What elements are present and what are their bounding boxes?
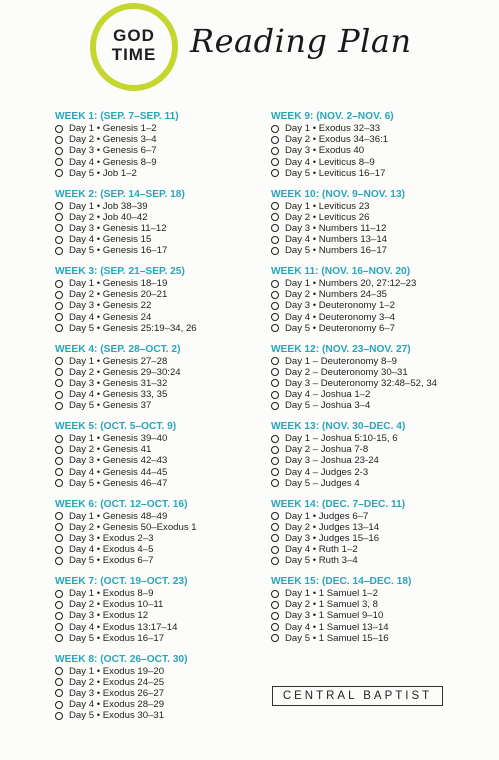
logo-line-god: GOD (113, 26, 155, 45)
reading-day-label: Day 2 • Exodus 24–25 (69, 676, 165, 688)
week-block-4 (55, 343, 260, 421)
checkbox-circle-icon[interactable] (55, 590, 63, 598)
week-title: WEEK 10: (NOV. 9–NOV. 13) (271, 188, 405, 200)
reading-day-item[interactable] (271, 400, 496, 411)
reading-day-label: Day 5 • 1 Samuel 15–16 (285, 632, 389, 644)
reading-day-item[interactable] (55, 289, 260, 300)
week-title: WEEK 14: (DEC. 7–DEC. 11) (271, 498, 406, 510)
checkbox-circle-icon[interactable] (55, 368, 63, 376)
checkbox-circle-icon[interactable] (271, 402, 279, 410)
logo-line-time: TIME (111, 45, 157, 64)
checkbox-circle-icon[interactable] (55, 213, 63, 221)
reading-day-item[interactable] (55, 323, 260, 334)
checkbox-circle-icon[interactable] (271, 391, 279, 399)
reading-day-label: Day 4 • Numbers 13–14 (285, 234, 388, 246)
checkbox-circle-icon[interactable] (55, 523, 63, 531)
checkbox-circle-icon[interactable] (271, 291, 279, 299)
checkbox-circle-icon[interactable] (55, 512, 63, 520)
checkbox-circle-icon[interactable] (55, 147, 63, 155)
checkbox-circle-icon[interactable] (271, 302, 279, 310)
weeks-column-right (271, 110, 496, 653)
week-title: WEEK 1: (SEP. 7–SEP. 11) (55, 111, 179, 122)
week-block-13 (271, 420, 496, 498)
reading-day-item[interactable] (271, 610, 496, 621)
checkbox-circle-icon[interactable] (55, 291, 63, 299)
reading-day-label: Day 3 • 1 Samuel 9–10 (285, 610, 384, 622)
checkbox-circle-icon[interactable] (271, 446, 279, 454)
week-block-15 (271, 575, 496, 653)
reading-day-item[interactable] (271, 622, 496, 633)
checkbox-circle-icon[interactable] (55, 357, 63, 365)
reading-day-label: Day 3 • Exodus 26–27 (69, 687, 165, 699)
week-block-7 (55, 575, 260, 653)
reading-day-item[interactable] (271, 134, 496, 145)
checkbox-circle-icon[interactable] (55, 224, 63, 232)
reading-day-item[interactable] (55, 533, 260, 544)
reading-day-label: Day 2 – Deuteronomy 30–31 (285, 366, 408, 378)
checkbox-circle-icon[interactable] (271, 202, 279, 210)
checkbox-circle-icon[interactable] (55, 236, 63, 244)
reading-day-item[interactable] (271, 323, 496, 334)
reading-day-item[interactable] (271, 289, 496, 300)
week-block-6 (55, 498, 260, 576)
reading-day-item[interactable] (55, 599, 260, 610)
reading-day-label: Day 2 • Genesis 50–Exodus 1 (69, 521, 197, 533)
reading-day-item[interactable] (55, 278, 260, 289)
reading-day-label: Day 1 – Joshua 5:10-15, 6 (285, 433, 398, 444)
reading-day-item[interactable] (271, 300, 496, 311)
reading-day-label: Day 5 • Genesis 37 (69, 400, 152, 412)
checkbox-circle-icon[interactable] (55, 280, 63, 288)
reading-day-item[interactable] (55, 245, 260, 256)
reading-day-label: Day 3 • Genesis 22 (69, 300, 152, 312)
week-block-1 (55, 110, 260, 188)
reading-day-item[interactable] (55, 511, 260, 522)
checkbox-circle-icon[interactable] (271, 457, 279, 465)
reading-day-item[interactable] (55, 522, 260, 533)
checkbox-circle-icon[interactable] (55, 402, 63, 410)
reading-day-item[interactable] (271, 234, 496, 245)
reading-day-item[interactable] (55, 467, 260, 478)
checkbox-circle-icon[interactable] (55, 324, 63, 332)
reading-day-item[interactable] (55, 610, 260, 621)
reading-day-item[interactable] (271, 212, 496, 223)
reading-day-label: Day 1 • Exodus 32–33 (285, 123, 381, 134)
checkbox-circle-icon[interactable] (55, 479, 63, 487)
reading-day-label: Day 4 • Genesis 44–45 (69, 466, 168, 478)
reading-day-item[interactable] (55, 123, 260, 134)
reading-day-label: Day 1 – Deuteronomy 8–9 (285, 355, 397, 367)
week-title: WEEK 13: (NOV. 30–DEC. 4) (271, 421, 406, 432)
reading-day-item[interactable] (271, 555, 496, 566)
checkbox-circle-icon[interactable] (271, 379, 279, 387)
week-title: WEEK 11: (NOV. 16–NOV. 20) (271, 266, 411, 277)
reading-day-item[interactable] (271, 312, 496, 323)
checkbox-circle-icon[interactable] (271, 313, 279, 321)
checkbox-circle-icon[interactable] (55, 391, 63, 399)
checkbox-circle-icon[interactable] (271, 158, 279, 166)
reading-day-item[interactable] (55, 555, 260, 566)
reading-day-item[interactable] (271, 223, 496, 234)
reading-day-item[interactable] (271, 356, 496, 367)
reading-day-label: Day 4 • 1 Samuel 13–14 (285, 621, 389, 633)
reading-day-item[interactable] (271, 511, 496, 522)
week-block-9 (271, 110, 496, 188)
checkbox-circle-icon[interactable] (271, 357, 279, 365)
reading-day-label: Day 4 • Genesis 24 (69, 311, 152, 323)
week-title: WEEK 8: (OCT. 26–OCT. 30) (55, 653, 188, 665)
checkbox-circle-icon[interactable] (55, 457, 63, 465)
reading-day-label: Day 1 • Exodus 19–20 (69, 665, 165, 677)
reading-day-label: Day 1 • Genesis 27–28 (69, 355, 168, 367)
reading-day-item[interactable] (55, 710, 260, 721)
reading-day-label: Day 5 • Job 1–2 (69, 167, 137, 179)
reading-day-item[interactable] (55, 444, 260, 455)
reading-day-label: Day 1 • 1 Samuel 1–2 (285, 588, 378, 599)
checkbox-circle-icon[interactable] (271, 601, 279, 609)
reading-day-item[interactable] (271, 444, 496, 455)
reading-day-label: Day 1 • Genesis 48–49 (69, 510, 168, 522)
checkbox-circle-icon[interactable] (55, 557, 63, 565)
reading-day-label: Day 2 • Genesis 29–30:24 (69, 366, 181, 378)
reading-day-item[interactable] (271, 633, 496, 644)
checkbox-circle-icon[interactable] (55, 712, 63, 720)
reading-day-label: Day 4 • Genesis 15 (69, 234, 152, 246)
reading-day-label: Day 3 • Genesis 42–43 (69, 455, 168, 467)
reading-day-item[interactable] (271, 467, 496, 478)
reading-day-item[interactable] (271, 367, 496, 378)
page-title: Reading Plan (190, 22, 412, 60)
reading-day-item[interactable] (271, 278, 496, 289)
reading-day-item[interactable] (271, 588, 496, 599)
checkbox-circle-icon[interactable] (271, 523, 279, 531)
reading-day-item[interactable] (271, 533, 496, 544)
week-title: WEEK 15: (DEC. 14–DEC. 18) (271, 576, 412, 587)
reading-day-label: Day 3 • Genesis 11–12 (69, 222, 167, 234)
reading-day-label: Day 1 • Job 38–39 (69, 200, 148, 212)
reading-day-item[interactable] (55, 455, 260, 466)
week-title: WEEK 5: (OCT. 5–OCT. 9) (55, 421, 177, 432)
reading-day-label: Day 4 • Ruth 1–2 (285, 544, 358, 556)
reading-day-item[interactable] (55, 544, 260, 555)
checkbox-circle-icon[interactable] (55, 379, 63, 387)
reading-day-label: Day 2 • Exodus 10–11 (69, 599, 164, 611)
checkbox-circle-icon[interactable] (55, 623, 63, 631)
reading-day-item[interactable] (271, 433, 496, 444)
reading-day-label: Day 3 • Numbers 11–12 (285, 222, 387, 234)
reading-day-label: Day 2 • Leviticus 26 (285, 211, 370, 223)
reading-day-label: Day 3 • Genesis 6–7 (69, 145, 157, 157)
checkbox-circle-icon[interactable] (271, 479, 279, 487)
checkbox-circle-icon[interactable] (55, 435, 63, 443)
reading-day-label: Day 4 • Deuteronomy 3–4 (285, 311, 396, 323)
reading-day-label: Day 2 • Exodus 34–36:1 (285, 134, 389, 146)
week-block-10 (271, 188, 496, 266)
checkbox-circle-icon[interactable] (55, 247, 63, 255)
checkbox-circle-icon[interactable] (55, 202, 63, 210)
reading-day-label: Day 5 • Genesis 46–47 (69, 477, 168, 489)
reading-day-item[interactable] (55, 300, 260, 311)
reading-day-label: Day 5 • Genesis 16–17 (69, 245, 168, 257)
checkbox-circle-icon[interactable] (271, 136, 279, 144)
checkbox-circle-icon[interactable] (55, 634, 63, 642)
reading-day-item[interactable] (271, 157, 496, 168)
checkbox-circle-icon[interactable] (271, 468, 279, 476)
checkbox-circle-icon[interactable] (271, 546, 279, 554)
reading-day-item[interactable] (55, 145, 260, 156)
reading-day-label: Day 4 • Exodus 13:17–14 (69, 621, 178, 633)
reading-day-label: Day 2 • Genesis 3–4 (69, 134, 157, 146)
checkbox-circle-icon[interactable] (271, 213, 279, 221)
checkbox-circle-icon[interactable] (271, 634, 279, 642)
reading-day-item[interactable] (271, 455, 496, 466)
checkbox-circle-icon[interactable] (55, 446, 63, 454)
reading-day-label: Day 2 • Numbers 24–35 (285, 289, 388, 301)
checkbox-circle-icon[interactable] (271, 147, 279, 155)
reading-day-label: Day 4 • Genesis 8–9 (69, 156, 157, 168)
reading-day-item[interactable] (55, 168, 260, 179)
checkbox-circle-icon[interactable] (271, 512, 279, 520)
reading-day-item[interactable] (271, 599, 496, 610)
reading-day-label: Day 1 • Numbers 20, 27:12–23 (285, 278, 417, 289)
checkbox-circle-icon[interactable] (55, 689, 63, 697)
checkbox-circle-icon[interactable] (55, 158, 63, 166)
reading-day-label: Day 4 • Genesis 33, 35 (69, 389, 168, 401)
week-block-11 (271, 265, 496, 343)
checkbox-circle-icon[interactable] (271, 435, 279, 443)
reading-day-item[interactable] (271, 245, 496, 256)
reading-day-item[interactable] (271, 544, 496, 555)
checkbox-circle-icon[interactable] (271, 324, 279, 332)
reading-day-item[interactable] (271, 522, 496, 533)
reading-day-item[interactable] (55, 677, 260, 688)
reading-day-label: Day 5 • Deuteronomy 6–7 (285, 322, 396, 334)
reading-day-item[interactable] (271, 145, 496, 156)
reading-day-item[interactable] (271, 123, 496, 134)
reading-day-item[interactable] (271, 389, 496, 400)
week-block-2 (55, 188, 260, 266)
checkbox-circle-icon[interactable] (55, 701, 63, 709)
reading-day-item[interactable] (55, 666, 260, 677)
checkbox-circle-icon[interactable] (55, 302, 63, 310)
reading-day-label: Day 3 • Exodus 40 (285, 145, 365, 157)
week-title: WEEK 6: (OCT. 12–OCT. 16) (55, 498, 188, 510)
reading-day-item[interactable] (55, 201, 260, 212)
reading-day-item[interactable] (55, 234, 260, 245)
checkbox-circle-icon[interactable] (271, 368, 279, 376)
checkbox-circle-icon[interactable] (271, 280, 279, 288)
reading-day-label: Day 1 • Leviticus 23 (285, 200, 370, 212)
week-block-8 (55, 653, 260, 731)
reading-day-label: Day 5 • Exodus 6–7 (69, 555, 154, 567)
week-title: WEEK 9: (NOV. 2–NOV. 6) (271, 111, 394, 122)
checkbox-circle-icon[interactable] (55, 667, 63, 675)
checkbox-circle-icon[interactable] (55, 678, 63, 686)
checkbox-circle-icon[interactable] (55, 546, 63, 554)
reading-day-label: Day 1 • Genesis 1–2 (69, 123, 157, 134)
reading-day-label: Day 3 – Joshua 23-24 (285, 455, 379, 467)
reading-day-label: Day 1 • Judges 6–7 (285, 510, 369, 522)
reading-day-item[interactable] (55, 134, 260, 145)
reading-day-label: Day 2 • Job 40–42 (69, 211, 148, 223)
checkbox-circle-icon[interactable] (55, 601, 63, 609)
checkbox-circle-icon[interactable] (271, 557, 279, 565)
reading-day-label: Day 4 – Judges 2-3 (285, 466, 369, 478)
reading-day-item[interactable] (55, 312, 260, 323)
reading-day-label: Day 4 • Leviticus 8–9 (285, 156, 375, 168)
reading-day-label: Day 5 • Exodus 16–17 (69, 632, 165, 644)
week-title: WEEK 7: (OCT. 19–OCT. 23) (55, 576, 188, 587)
reading-day-item[interactable] (55, 633, 260, 644)
reading-day-label: Day 5 • Numbers 16–17 (285, 245, 388, 257)
reading-day-label: Day 2 • Genesis 20–21 (69, 289, 168, 301)
checkbox-circle-icon[interactable] (55, 125, 63, 133)
checkbox-circle-icon[interactable] (55, 169, 63, 177)
weeks-column-left (55, 110, 260, 730)
reading-day-label: Day 1 • Exodus 8–9 (69, 588, 154, 599)
reading-day-item[interactable] (55, 157, 260, 168)
checkbox-circle-icon[interactable] (271, 623, 279, 631)
checkbox-circle-icon[interactable] (55, 468, 63, 476)
reading-day-label: Day 5 • Exodus 30–31 (69, 710, 165, 722)
reading-day-label: Day 3 • Exodus 12 (69, 610, 149, 622)
reading-day-item[interactable] (55, 688, 260, 699)
week-title: WEEK 12: (NOV. 23–NOV. 27) (271, 343, 411, 355)
reading-day-label: Day 4 • Exodus 28–29 (69, 699, 165, 711)
reading-day-item[interactable] (271, 201, 496, 212)
reading-day-label: Day 1 • Genesis 39–40 (69, 433, 168, 444)
reading-day-label: Day 5 – Judges 4 (285, 477, 360, 489)
reading-day-item[interactable] (55, 588, 260, 599)
checkbox-circle-icon[interactable] (55, 313, 63, 321)
reading-day-item[interactable] (55, 367, 260, 378)
checkbox-circle-icon[interactable] (271, 236, 279, 244)
reading-day-item[interactable] (55, 378, 260, 389)
checkbox-circle-icon[interactable] (271, 590, 279, 598)
reading-day-label: Day 5 • Genesis 25:19–34, 26 (69, 322, 197, 334)
reading-day-item[interactable] (55, 400, 260, 411)
reading-day-label: Day 3 – Deuteronomy 32:48–52, 34 (285, 377, 438, 389)
church-name-box: CENTRAL BAPTIST (272, 686, 443, 706)
reading-day-item[interactable] (55, 212, 260, 223)
reading-day-label: Day 4 – Joshua 1–2 (285, 389, 371, 401)
checkbox-circle-icon[interactable] (55, 612, 63, 620)
week-title: WEEK 2: (SEP. 14–SEP. 18) (55, 188, 185, 200)
reading-day-item[interactable] (55, 223, 260, 234)
reading-day-item[interactable] (55, 356, 260, 367)
week-block-3 (55, 265, 260, 343)
week-block-14 (271, 498, 496, 576)
week-block-12 (271, 343, 496, 421)
reading-day-item[interactable] (55, 622, 260, 633)
reading-day-item[interactable] (55, 389, 260, 400)
reading-day-item[interactable] (55, 699, 260, 710)
week-block-5 (55, 420, 260, 498)
reading-day-label: Day 2 • 1 Samuel 3, 8 (285, 599, 378, 611)
reading-day-label: Day 3 • Genesis 31–32 (69, 377, 168, 389)
reading-day-label: Day 3 • Deuteronomy 1–2 (285, 300, 396, 312)
reading-day-label: Day 2 – Joshua 7-8 (285, 444, 369, 456)
checkbox-circle-icon[interactable] (271, 169, 279, 177)
logo-text (90, 26, 178, 64)
reading-day-item[interactable] (271, 378, 496, 389)
checkbox-circle-icon[interactable] (271, 247, 279, 255)
reading-day-label: Day 2 • Genesis 41 (69, 444, 152, 456)
reading-day-item[interactable] (55, 478, 260, 489)
reading-day-item[interactable] (271, 168, 496, 179)
reading-day-label: Day 3 • Judges 15–16 (285, 532, 380, 544)
reading-day-label: Day 5 • Ruth 3–4 (285, 555, 358, 567)
week-title: WEEK 4: (SEP. 28–OCT. 2) (55, 343, 181, 355)
checkbox-circle-icon[interactable] (55, 534, 63, 542)
checkbox-circle-icon[interactable] (271, 224, 279, 232)
reading-day-label: Day 1 • Genesis 18–19 (69, 278, 168, 289)
reading-day-item[interactable] (55, 433, 260, 444)
reading-day-label: Day 5 – Joshua 3–4 (285, 400, 371, 412)
checkbox-circle-icon[interactable] (55, 136, 63, 144)
checkbox-circle-icon[interactable] (271, 125, 279, 133)
week-title: WEEK 3: (SEP. 21–SEP. 25) (55, 266, 185, 277)
reading-day-label: Day 4 • Exodus 4–5 (69, 544, 154, 556)
reading-day-label: Day 2 • Judges 13–14 (285, 521, 380, 533)
reading-day-label: Day 5 • Leviticus 16–17 (285, 167, 386, 179)
reading-day-label: Day 3 • Exodus 2–3 (69, 532, 154, 544)
checkbox-circle-icon[interactable] (271, 612, 279, 620)
reading-day-item[interactable] (271, 478, 496, 489)
checkbox-circle-icon[interactable] (271, 534, 279, 542)
